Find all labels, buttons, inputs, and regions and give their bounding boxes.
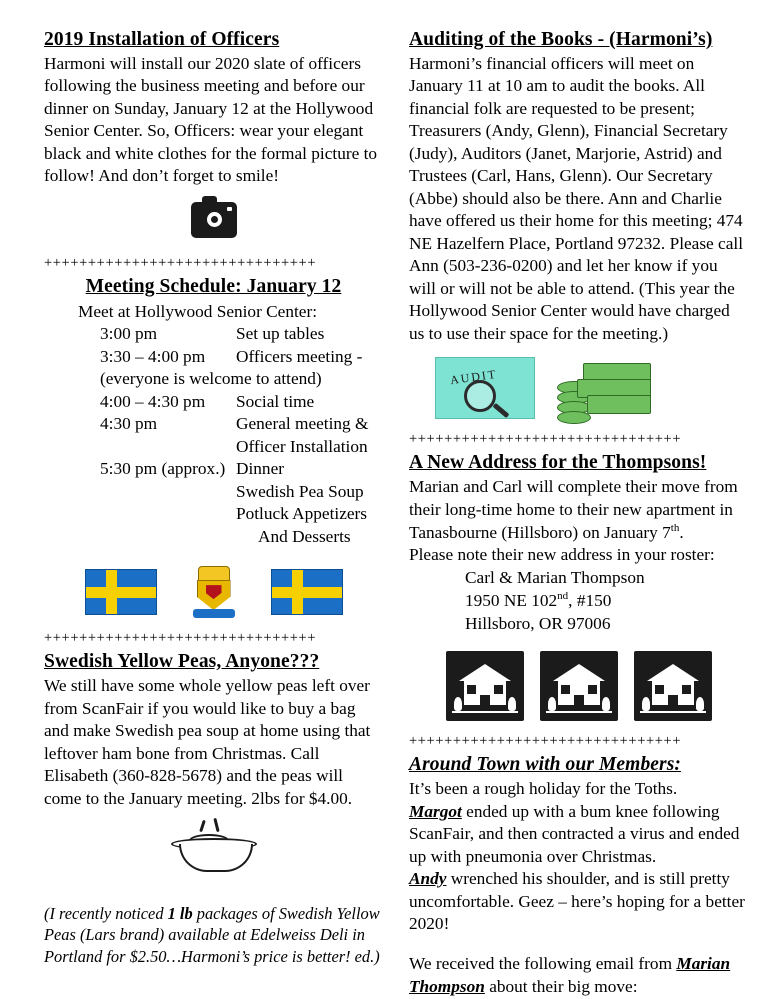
closing-pre: We received the following email from [409,954,677,974]
address-line: 1950 NE 102nd, #150 [465,590,612,611]
audit-label: AUDIT [449,367,499,388]
schedule-desc: Set up tables [236,324,325,344]
soup-bowl-icon [171,824,257,874]
schedule-intro: Meet at Hollywood Senior Center: [78,301,318,321]
schedule-time: 5:30 pm (approx.) [100,459,226,479]
audit-icons-row [435,357,748,419]
divider-1: +++++++++++++++++++++++++++++++ [44,255,317,271]
address-body-3: Please note their new address in your roster: [409,545,715,565]
schedule-desc: And Desserts [258,526,351,546]
table-row [100,481,368,503]
house-window [467,685,476,694]
note-part-1: (I recently noticed [44,904,168,924]
audit-magnifier-icon [435,357,535,419]
soup-steam [199,820,206,832]
crest-shield [197,580,231,610]
audit-body: Harmoni’s financial officers will meet on January 11 at 10 am to audit the books. All financial folk are requested to be present; Treasurers (Andy, Glenn), Financial Secretary (Judy), Auditors (Janet, Marjorie, Astrid) and Trustees (Carl, Hans, Glenn). Our Secretary (Abbe) should also be there. Ann and Charlie have offered us their home for this meeting; 474 NE Hazelfern Place, Portland 97232. Please call Ann (503-236-0200) and let her know if you will or will not be able to attend. (This year the Hollywood Senior Center would have charged us to use their space for the meeting.) [409,54,743,343]
officers-heading: 2019 Installation of Officers [44,29,280,50]
member-name-margot: Margot [409,801,462,821]
address-body [409,476,748,567]
house-roof [553,664,605,681]
camera-lens [205,210,224,229]
schedule-desc: Potluck Appetizers [236,504,368,524]
money-stack-icon [557,357,653,419]
ordinal-suffix: nd [557,590,569,603]
closing-paragraph [409,953,748,998]
house-door [668,695,678,705]
address-heading: A New Address for the Thompsons! [409,452,707,474]
table-row [100,436,368,458]
crest-top [198,566,230,582]
schedule-desc: Dinner [236,459,284,479]
house-window [494,685,503,694]
schedule-time [100,481,236,503]
house-window [588,685,597,694]
schedule-note: (everyone is welcome to attend) [100,369,322,389]
tree-icon [548,697,556,711]
schedule-heading: Meeting Schedule: January 12 [85,275,342,297]
schedule-desc: General meeting & [236,414,369,434]
schedule-desc: Swedish Pea Soup [236,481,364,501]
tree-icon [642,697,650,711]
house-window [655,685,664,694]
address-line: Hillsboro, OR 97006 [465,613,611,633]
house-window [682,685,691,694]
tree-icon [508,697,516,711]
harmoni-crest-icon [191,566,237,618]
table-row [100,526,368,548]
table-row [100,368,368,390]
table-row [100,413,368,435]
schedule-table [100,323,368,548]
house-roof [459,664,511,681]
address-line: Carl & Marian Thompson [465,567,645,587]
left-column [44,28,383,999]
member-name-marian-thompson: Marian Thompson [409,954,731,996]
right-column [409,28,748,999]
closing-post: about their big move: [484,976,638,996]
coin [557,411,591,424]
peas-editor-note [44,903,383,967]
houses-row [409,651,748,721]
house-icon [634,651,712,721]
divider-2: +++++++++++++++++++++++++++++++ [44,631,317,647]
schedule-desc: Social time [236,391,315,411]
house-roof [647,664,699,681]
address-body-1: Marian and Carl will complete their move from their long-time home to their new apartment in Tanasbourne (Hillsboro) on January 7 [409,477,738,542]
house-ground [640,711,706,713]
around-town-body [409,778,748,935]
flags-row [44,566,383,618]
house-door [574,695,584,705]
note-bold: 1 lb [167,904,193,924]
table-row [100,503,368,525]
around-town-text-1: ended up with a bum knee following ScanFair, and then contracted a virus and ended up with pneumonia over Christmas. [409,801,740,866]
member-name-andy: Andy [409,869,447,889]
schedule-time [100,526,236,548]
table-row [100,458,368,480]
tree-icon [602,697,610,711]
note-part-2: packages of Swedish Yellow Peas (Lars brand) available at Edelweiss Deli in Portland for $2.50…Harmoni’s price is better! ed.) [44,904,380,966]
schedule-time [100,436,236,458]
schedule-time: 4:30 pm [100,414,158,434]
soup-icon-wrap [44,824,383,879]
around-town-text-2: wrenched his shoulder, and is still pretty uncomfortable. Geez – here’s hoping for a better 2020! [409,869,745,933]
crest-ribbon [193,609,235,618]
camera-flash [227,207,232,211]
house-icon [540,651,618,721]
ordinal-suffix: th [670,522,680,535]
soup-steam [213,818,219,832]
officers-body: Harmoni will install our 2020 slate of officers following the business meeting and before our dinner on Sunday, January 12 at the Hollywood Senior Center. So, Officers: wear your elegant black and white clothes for the formal picture to follow! And don’t forget to smile! [44,54,378,186]
around-town-heading: Around Town with our Members: [409,754,682,776]
around-town-line-1: It’s been a rough holiday for the Toths. [409,779,678,799]
table-row [100,391,368,413]
schedule-desc: Officer Installation [236,436,368,456]
tree-icon [696,697,704,711]
schedule-time: 3:00 pm [100,324,158,344]
peas-body: We still have some whole yellow peas left over from ScanFair if you would like to buy a bag and make Swedish pea soup at home using that leftover ham bone from Christmas. Call Elisabeth (360-828-5678) and the peas will come to the January meeting. 2lbs for $4.00. [44,676,371,808]
swedish-flag-icon [271,569,343,615]
schedule-desc: Officers meeting - [236,346,363,366]
schedule-time: 3:30 – 4:00 pm [100,346,206,366]
house-ground [546,711,612,713]
magnifier-handle [492,403,509,418]
magnifier-glass [464,380,496,412]
table-row [100,346,368,368]
divider-4: +++++++++++++++++++++++++++++++ [409,734,682,750]
bill [587,395,651,414]
camera-icon-wrap [44,202,383,243]
tree-icon [454,697,462,711]
soup-bowl [179,844,253,872]
house-door [480,695,490,705]
camera-icon [191,202,237,238]
schedule-time [100,503,236,525]
house-window [561,685,570,694]
house-icon [446,651,524,721]
address-block [465,567,748,635]
house-ground [452,711,518,713]
address-body-2: . [679,522,684,542]
swedish-flag-icon [85,569,157,615]
divider-3: +++++++++++++++++++++++++++++++ [409,432,682,448]
audit-heading: Auditing of the Books - (Harmoni’s) [409,29,713,50]
table-row [100,323,368,345]
peas-heading: Swedish Yellow Peas, Anyone??? [44,651,320,673]
schedule-time: 4:00 – 4:30 pm [100,391,206,411]
